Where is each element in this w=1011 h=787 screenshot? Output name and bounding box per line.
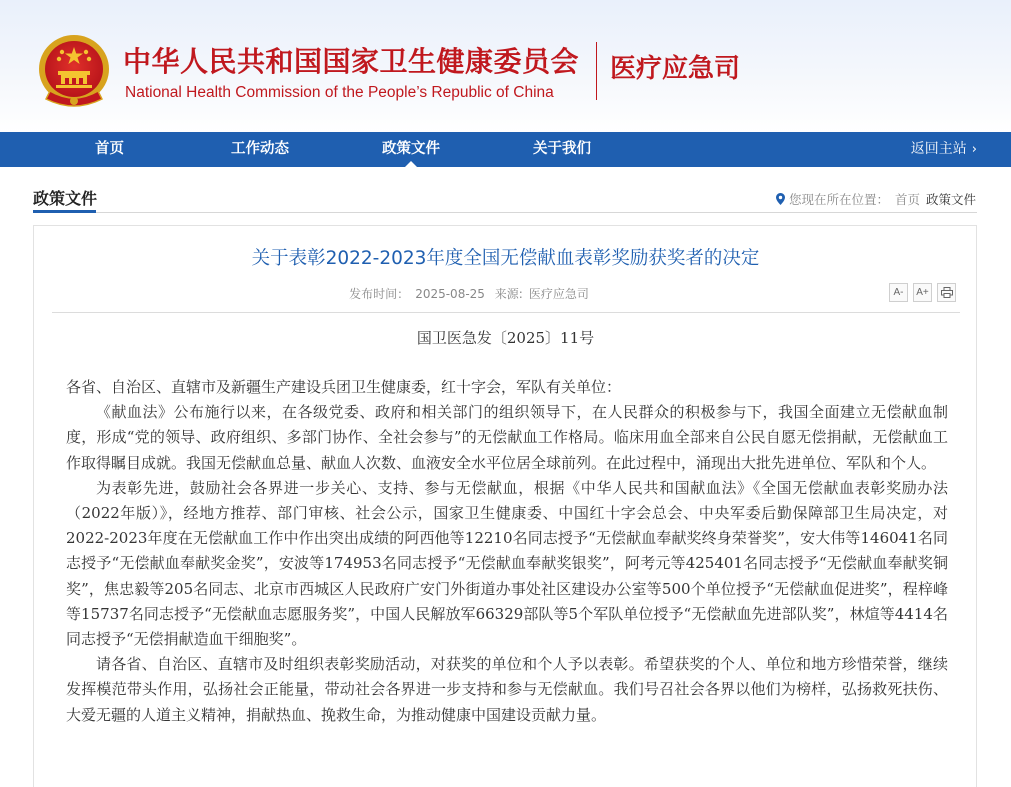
- publish-date: 2025-08-25: [415, 287, 485, 301]
- main-nav: [0, 132, 1011, 167]
- article-salutation: 各省、自治区、直辖市及新疆生产建设兵团卫生健康委，红十字会，军队有关单位：: [66, 378, 622, 396]
- department-title: 医疗应急司: [610, 54, 741, 84]
- font-larger-button[interactable]: A+: [913, 283, 932, 302]
- nav-item-policy-documents[interactable]: 政策文件: [382, 132, 440, 167]
- meta-divider: [52, 312, 960, 313]
- breadcrumb-current-link[interactable]: 政策文件: [925, 192, 976, 207]
- article-paragraph: 请各省、自治区、直辖市及时组织表彰奖励活动，对获奖的单位和个人予以表彰。希望获奖的个人、单位和地方珍惜荣誉，继续发挥模范带头作用，弘扬社会正能量，带动社会各界进一步支持和参与无偿献血。我们号召社会各界以他们为榜样，弘扬救死扶伤、大爱无疆的人道主义精神，捐献热血、挽救生命，为推动健康中国建设贡献力量。: [66, 655, 948, 724]
- section-divider: [33, 212, 977, 213]
- printer-icon: [941, 287, 953, 298]
- back-to-main-site-label: 返回主站: [910, 141, 967, 157]
- back-to-main-site-link[interactable]: [911, 132, 977, 167]
- national-emblem-icon: [36, 33, 112, 111]
- document-number: 国卫医急发〔2025〕11号: [416, 329, 595, 347]
- article-paragraph: 为表彰先进，鼓励社会各界进一步关心、支持、参与无偿献血，根据《中华人民共和国献血法》《全国无偿献血表彰奖励办法（2022年版）》，经地方推荐、部门审核、社会公示，国家卫生健康委、中国红十字会总会、中央军委后勤保障部卫生局决定，对2022-2023年度在无偿献血工作中作出突出成绩的阿西他等12210名同志授予“无偿献血奉献奖终身荣誉奖”，安大伟等146041名同志授予“无偿献血奉献奖金奖”，安波等174953名同志授予“无偿献血奉献奖银奖”，阿考元等425401名同志授予“无偿献血奉献奖铜奖”，焦忠毅等205名同志、北京市西城区人民政府广安门外街道办事处社区建设办公室等500个单位授予“无偿献血促进奖”，程梓峰等15737名同志授予“无偿献血志愿服务奖”，中国人民解放军66329部队等5个军队单位授予“无偿献血先进部队奖”，林煊等4414名同志授予“无偿捐献造血干细胞奖”。: [66, 478, 948, 649]
- nav-item-about-us[interactable]: 关于我们: [533, 141, 591, 157]
- site-title-en: National Health Commission of the People’s Republic of China: [125, 84, 554, 101]
- source-value: 医疗应急司: [528, 287, 589, 301]
- article-body: [66, 375, 948, 728]
- site-header: [0, 0, 1011, 132]
- breadcrumb-home-link[interactable]: 首页: [894, 192, 920, 207]
- section-title-underline: [33, 210, 96, 213]
- article-paragraph: 《献血法》公布施行以来，在各级党委、政府和相关部门的组织领导下，在人民群众的积极参与下，我国全面建立无偿献血制度，形成“党的领导、政府组织、多部门协作、全社会参与”的无偿献血工作格局。临床用血全部来自公民自愿无偿捐献，无偿献血工作取得瞩目成就。我国无偿献血总量、献血人次数、血液安全水平位居全球前列。在此过程中，涌现出大批先进单位、军队和个人。: [66, 403, 948, 472]
- section-title: 政策文件: [33, 189, 98, 208]
- source-label: 来源:: [494, 287, 523, 301]
- article-meta: [0, 285, 938, 302]
- font-smaller-button[interactable]: A-: [889, 283, 908, 302]
- breadcrumb-prefix: 您现在所在位置：: [788, 192, 889, 207]
- article-title: 关于表彰2022-2023年度全国无偿献血表彰奖励获奖者的决定: [251, 248, 760, 269]
- chevron-right-icon: ›: [971, 142, 977, 157]
- breadcrumb: [776, 190, 976, 208]
- title-divider: [596, 42, 597, 100]
- site-title-cn: 中华人民共和国国家卫生健康委员会: [123, 45, 580, 78]
- nav-item-home[interactable]: 首页: [95, 141, 124, 157]
- print-button[interactable]: [937, 283, 956, 302]
- location-pin-icon: [776, 193, 785, 205]
- publish-date-label: 发布时间：: [349, 287, 410, 301]
- nav-item-work-news[interactable]: 工作动态: [231, 141, 289, 157]
